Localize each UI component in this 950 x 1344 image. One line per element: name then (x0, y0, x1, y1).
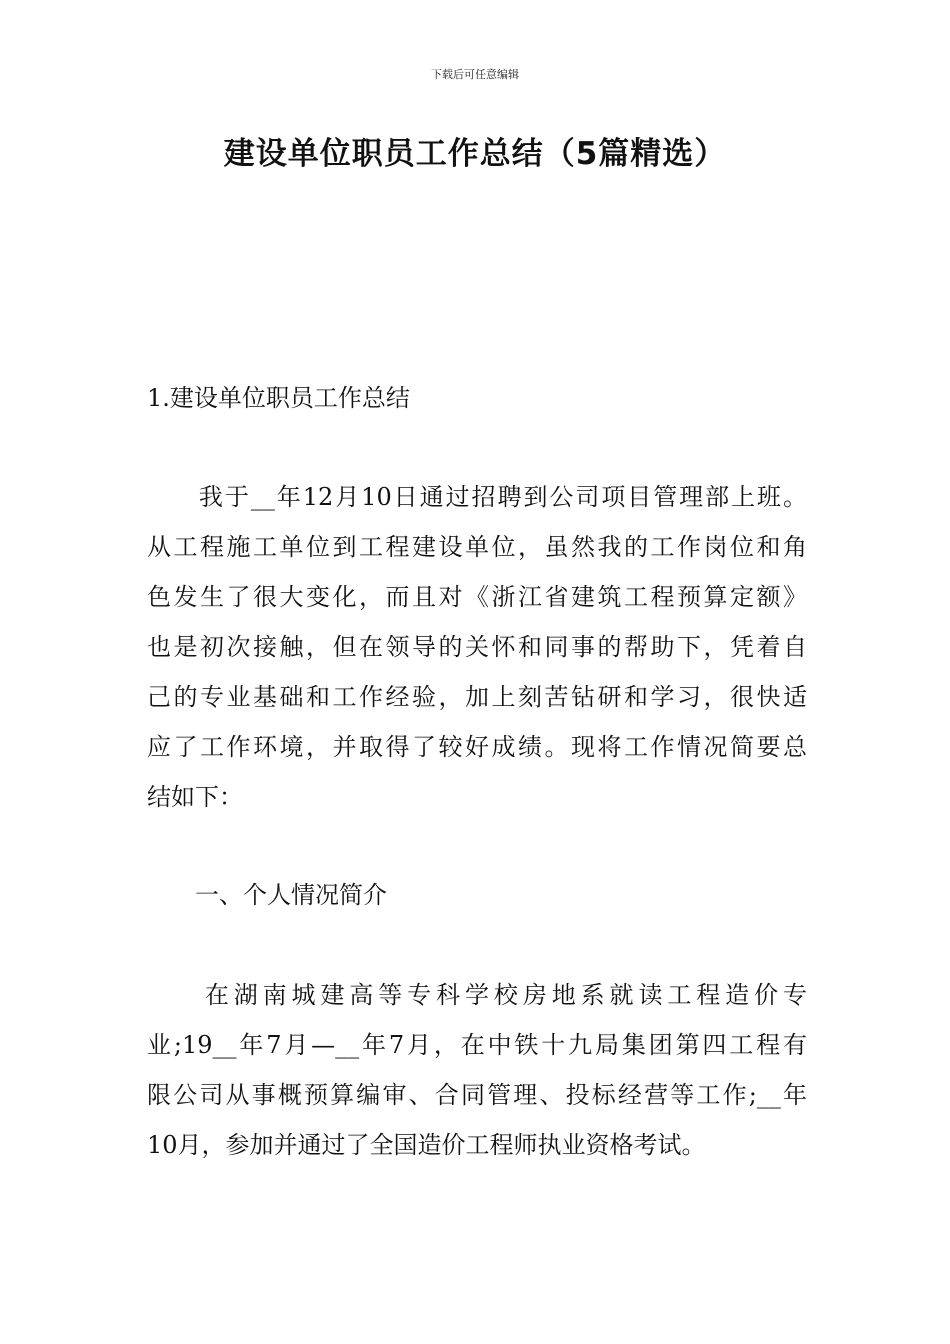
paragraph-line: 10月，参加并通过了全国造价工程师执业资格考试。 (147, 1131, 706, 1159)
paragraph-line: 限公司从事概预算编审、合同管理、投标经营等工作;__年 (147, 1081, 807, 1109)
paragraph-line: 结如下： (147, 783, 243, 811)
paragraph-line: 在湖南城建高等专科学校房地系就读工程造价专 (147, 981, 807, 1009)
paragraph-personal-intro (147, 970, 807, 1170)
header-note: 下载后可任意编辑 (431, 68, 519, 81)
subheading-personal-intro: 一、个人情况简介 (147, 881, 387, 909)
paragraph-line: 我于__年12月10日通过招聘到公司项目管理部上班。 (147, 483, 807, 511)
paragraph-line: 应了工作环境，并取得了较好成绩。现将工作情况简要总 (147, 733, 807, 761)
paragraph-line: 从工程施工单位到工程建设单位，虽然我的工作岗位和角 (147, 533, 807, 561)
paragraph-line: 业;19__年7月—__年7月，在中铁十九局集团第四工程有 (147, 1031, 807, 1059)
section-heading-1: 1.建设单位职员工作总结 (147, 384, 410, 412)
paragraph-line: 也是初次接触，但在领导的关怀和同事的帮助下，凭着自 (147, 633, 807, 661)
paragraph-intro (147, 472, 807, 822)
document-title: 建设单位职员工作总结（5篇精选） (223, 136, 727, 172)
paragraph-line: 色发生了很大变化，而且对《浙江省建筑工程预算定额》 (147, 583, 807, 611)
paragraph-line: 己的专业基础和工作经验，加上刻苦钻研和学习，很快适 (147, 683, 807, 711)
